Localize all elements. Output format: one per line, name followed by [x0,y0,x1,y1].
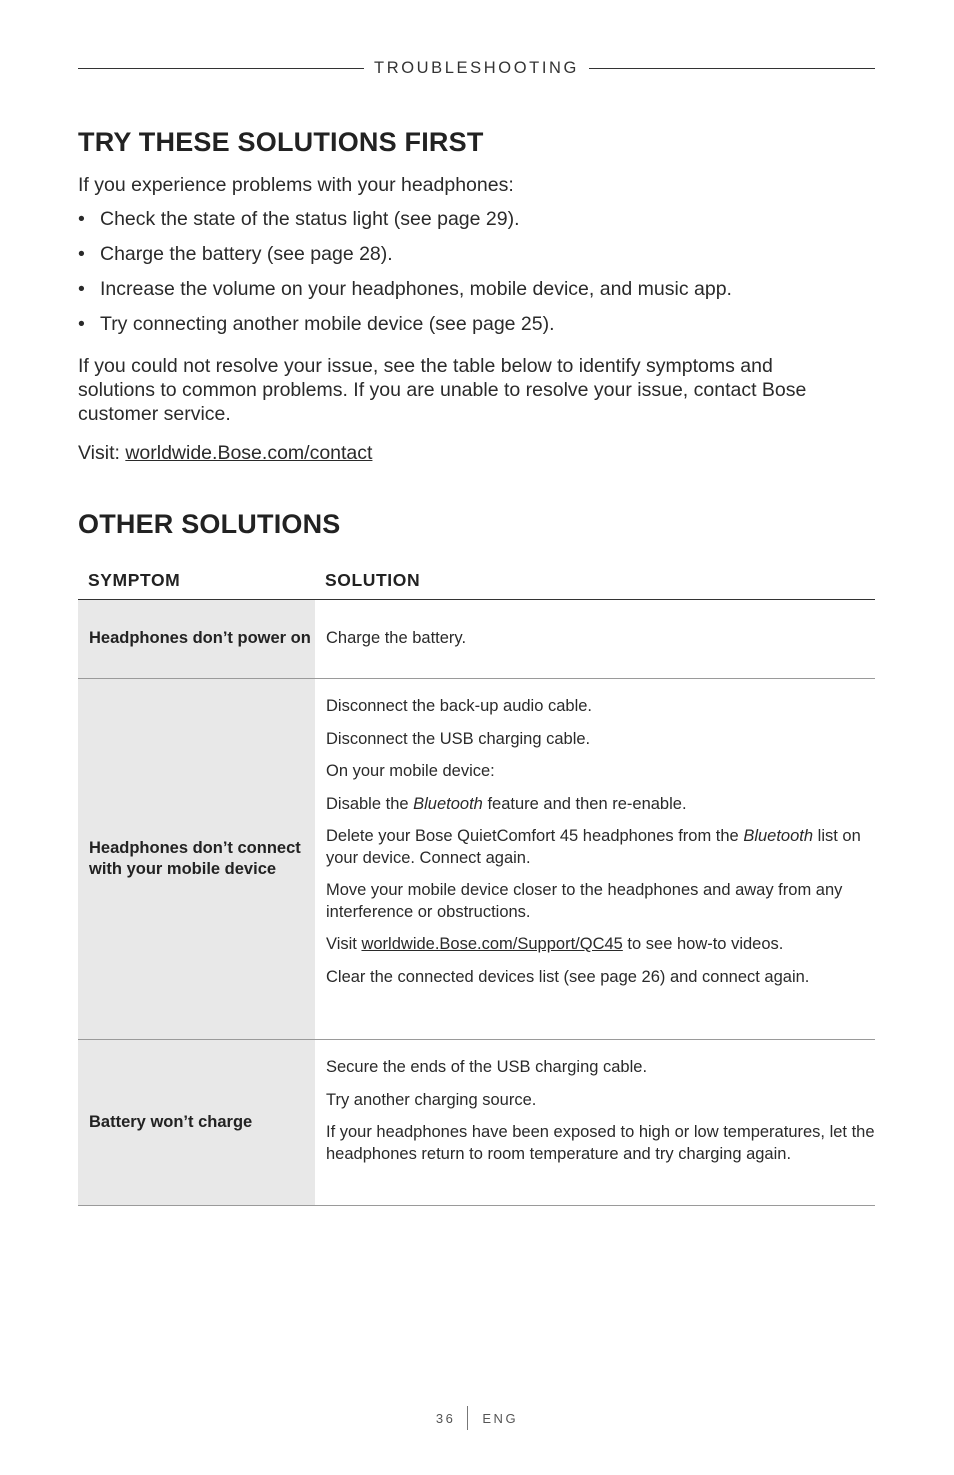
list-item-text: Try connecting another mobile device (see page 25). [100,313,555,335]
visit-label: Visit: [78,442,126,464]
first-solutions-list [78,207,732,347]
other-solutions-heading: OTHER SOLUTIONS [78,509,341,539]
list-item [78,312,732,347]
symptom-cell: Headphones don’t connect with your mobile device [78,679,315,1039]
solution-step: Move your mobile device closer to the headphones and away from any interference or obstructions. [326,881,843,921]
bullet-icon: • [78,278,85,300]
page-number: 36 [435,1410,456,1426]
solution-cell [315,679,875,1039]
header-rule-left [78,68,364,69]
language-label: ENG [482,1410,519,1426]
footer-divider [467,1406,468,1430]
solution-step: Disconnect the USB charging cable. [326,729,591,748]
list-item [78,242,732,277]
list-item-text: Increase the volume on your headphones, mobile device, and music app. [100,278,732,300]
solution-step [326,934,875,956]
solution-cell [315,1040,875,1205]
step-text: list on your device. Connect again. [326,827,861,867]
solution-step: On your mobile device: [326,762,495,780]
symptom-column-header: SYMPTOM [88,570,181,590]
step-text: Disable the [326,794,414,813]
solution-column-header: SOLUTION [325,570,421,590]
contact-link[interactable]: worldwide.Bose.com/contact [125,442,373,464]
solution-step: Try another charging source. [326,1090,537,1109]
step-text: feature and then re-enable. [482,794,687,813]
solution-cell [315,600,875,678]
visit-line [78,441,372,465]
symptom-cell: Battery won’t charge [78,1040,315,1205]
solution-step: Secure the ends of the USB charging cable. [326,1058,648,1076]
support-link[interactable]: worldwide.Bose.com/Support/QC45 [361,935,623,953]
bullet-icon: • [78,208,85,230]
bullet-icon: • [78,313,85,335]
page-footer [0,1406,954,1430]
list-item-text: Charge the battery (see page 28). [100,243,393,265]
list-item-text: Check the state of the status light (see page 29). [100,208,520,230]
list-item [78,277,732,312]
table-row [78,1040,875,1206]
solution-step: Clear the connected devices list (see page 26) and connect again. [326,967,810,986]
header-rule-right [589,68,875,69]
step-text: to see how-to videos. [622,935,784,953]
solution-step [326,826,875,869]
header-title: TROUBLESHOOTING [374,58,579,77]
table-row [78,600,875,679]
table-row [78,679,875,1040]
step-text: Visit [326,935,362,953]
bluetooth-term: Bluetooth [413,794,483,813]
solution-step: Charge the battery. [326,629,467,648]
solution-step: If your headphones have been exposed to high or low temperatures, let the headphones return to room temperature and try charging again. [326,1123,875,1163]
resolve-text: If you could not resolve your issue, see the table below to identify symptoms and solutions to common problems. If you are unable to resolve your issue, contact Bose customer service. [78,355,807,425]
solution-step: Disconnect the back-up audio cable. [326,697,592,715]
intro-text: If you experience problems with your headphones: [78,174,514,196]
page-header [78,57,875,79]
step-text: Delete your Bose QuietComfort 45 headphones from the [326,827,744,845]
bullet-icon: • [78,243,85,265]
symptom-cell: Headphones don’t power on [78,600,315,678]
bluetooth-term: Bluetooth [743,827,814,845]
solution-step [326,794,875,816]
list-item [78,207,732,242]
try-solutions-heading: TRY THESE SOLUTIONS FIRST [78,127,484,157]
